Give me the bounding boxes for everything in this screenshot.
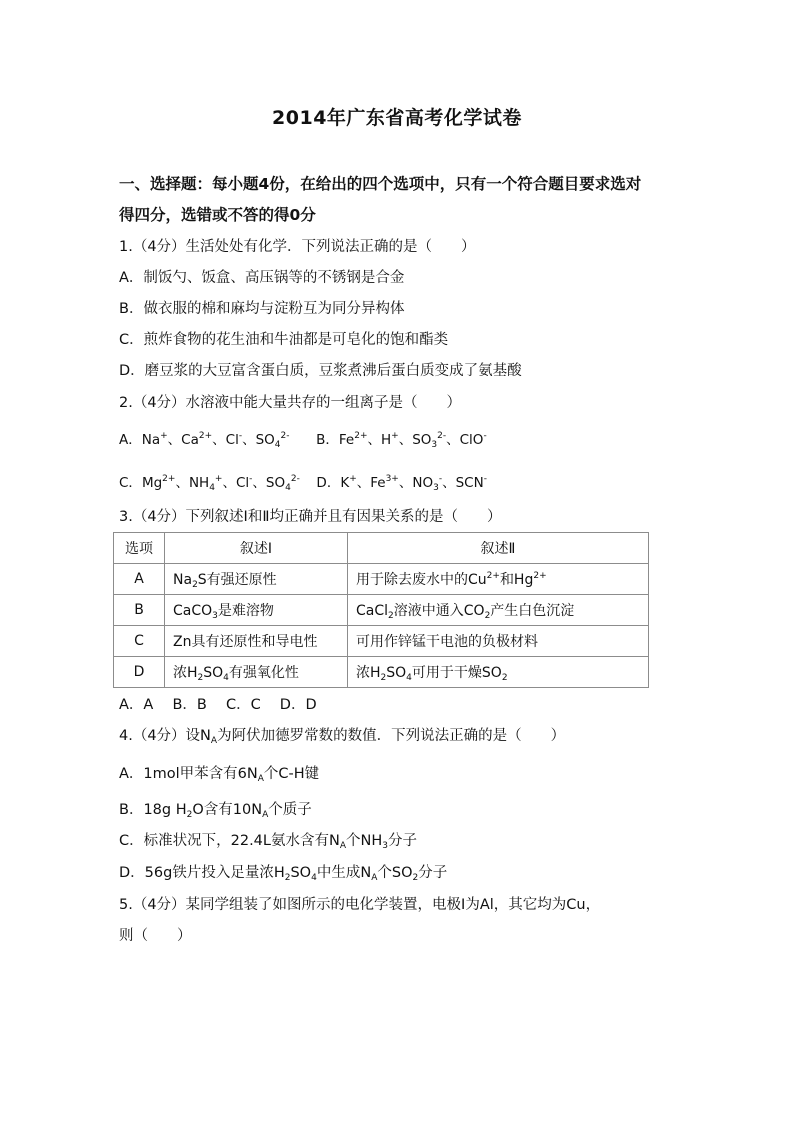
q1-option-d: D．磨豆浆的大豆富含蛋白质，豆浆煮沸后蛋白质变成了氨基酸	[119, 363, 522, 379]
table-cell-statement-1: 浓$H_2SO_4$有强氧化性	[165, 657, 348, 688]
table-cell-statement-2: 用于除去废水中的$Cu^{2+}$和$Hg^{2+}$	[348, 564, 649, 595]
q1-option-b: B．做衣服的棉和麻均与淀粉互为同分异构体	[119, 301, 405, 317]
table-cell-statement-2: CaCl$_2$溶液中通入$CO_2$产生白色沉淀	[348, 595, 649, 626]
page-title: 2014年广东省高考化学试卷	[272, 107, 522, 129]
table-cell-option: A	[114, 564, 165, 595]
table-row	[114, 595, 649, 626]
section-heading-line2: 得四分，选错或不答的得0分	[119, 206, 316, 224]
table-row	[114, 626, 649, 657]
q4-option-a: A．1mol甲苯含有$6N_A$个C-H键	[119, 766, 320, 784]
q3-table	[113, 532, 649, 688]
q4-option-d: D．56g铁片投入足量浓$H_2SO_4$中生成$N_A$个$SO_2$分子	[119, 865, 448, 883]
q5-stem-line1: 5.（4分）某同学组装了如图所示的电化学装置，电极Ⅰ为Al，其它均为Cu，	[119, 897, 601, 913]
q1-option-c: C．煎炸食物的花生油和牛油都是可皂化的饱和酯类	[119, 332, 449, 348]
table-header-row	[114, 533, 649, 564]
table-cell-statement-1: $Na_2S$有强还原性	[165, 564, 348, 595]
q2-options-ab: A．Na+、$Ca^{2+}$、Cl-、$SO_4^{2-}$ B．$Fe^{2+}$、H+、$SO_3^{2-}$、ClO-	[119, 431, 487, 450]
q2-stem: 2.（4分）水溶液中能大量共存的一组离子是（ ）	[119, 395, 462, 411]
table-header-statement-2: 叙述Ⅱ	[348, 533, 649, 564]
table-cell-statement-2: 浓$H_2SO_4$可用于干燥$SO_2$	[348, 657, 649, 688]
table-cell-statement-1: Zn具有还原性和导电性	[165, 626, 348, 657]
q3-answer-options: A．A B．B C．C D．D	[119, 697, 317, 713]
q4-option-b: B．18g $H_2O$含有$10N_A$个质子	[119, 802, 312, 820]
q3-stem: 3.（4分）下列叙述Ⅰ和Ⅱ均正确并且有因果关系的是（ ）	[119, 509, 502, 525]
q4-option-c: C．标准状况下，22.4L氨水含有$N_A$个$NH_3$分子	[119, 833, 417, 851]
q1-option-a: A．制饭勺、饭盒、高压锅等的不锈钢是合金	[119, 270, 405, 286]
table-header-option: 选项	[114, 533, 165, 564]
table-cell-option: B	[114, 595, 165, 626]
q4-stem: 4.（4分）设$N_A$为阿伏加德罗常数的数值．下列说法正确的是（ ）	[119, 728, 566, 746]
q1-stem: 1.（4分）生活处处有化学．下列说法正确的是（ ）	[119, 239, 476, 255]
table-header-statement-1: 叙述Ⅰ	[165, 533, 348, 564]
table-cell-option: C	[114, 626, 165, 657]
table-row	[114, 564, 649, 595]
table-row	[114, 657, 649, 688]
section-heading-line1: 一、选择题：每小题4份，在给出的四个选项中，只有一个符合题目要求选对	[119, 175, 642, 193]
q2-options-cd: C．$Mg^{2+}$、$NH_4^+$、Cl-、$SO_4^{2-}$ D．K+、$Fe^{3+}$、$NO_3^-$、SCN-	[119, 474, 487, 493]
q5-stem-line2: 则（ ）	[119, 928, 192, 944]
table-cell-option: D	[114, 657, 165, 688]
table-cell-statement-2: 可用作锌锰干电池的负极材料	[348, 626, 649, 657]
table-cell-statement-1: CaCO$_3$是难溶物	[165, 595, 348, 626]
